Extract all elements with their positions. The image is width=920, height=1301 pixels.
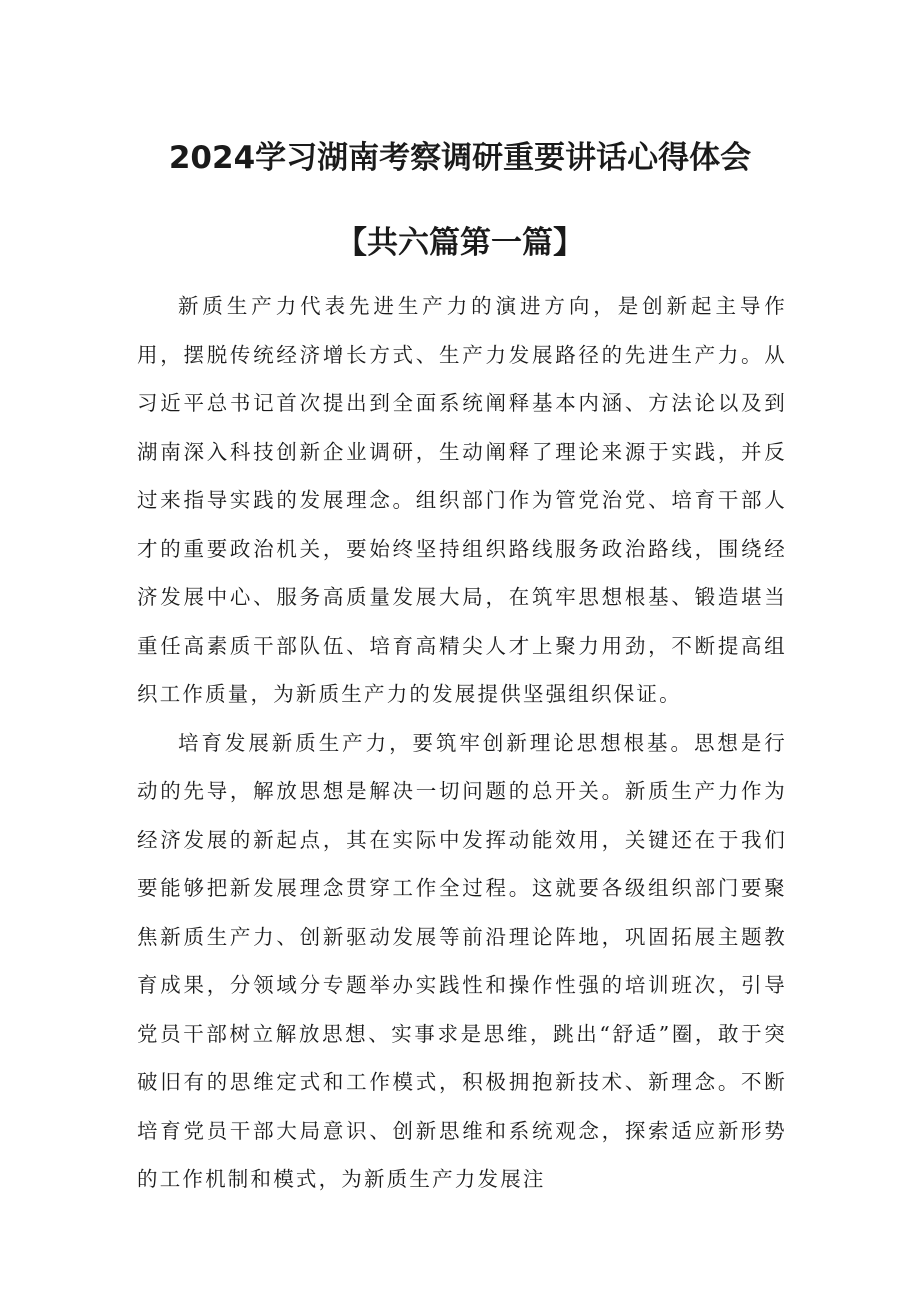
paragraph-2: 培育发展新质生产力，要筑牢创新理论思想根基。思想是行动的先导，解放思想是解决一切问题的总开关。新质生产力作为经济发展的新起点，其在实际中发挥动能效用，关键还在于我们要能够把新发展理念贯穿工作全过程。这就要各级组织部门要聚焦新质生产力、创新驱动发展等前沿理论阵地，巩固拓展主题教育成果，分领域分专题举办实践性和操作性强的培训班次，引导党员干部树立解放思想、实事求是思维，跳出“舒适”圈，敢于突破旧有的思维定式和工作模式，积极拥抱新技术、新理念。不断培育党员干部大局意识、创新思维和系统观念，探索适应新形势的工作机制和模式，为新质生产力发展注 bbox=[137, 730, 787, 1191]
document-title: 2024学习湖南考察调研重要讲话心得体会 bbox=[168, 140, 752, 176]
paragraph-1: 新质生产力代表先进生产力的演进方向，是创新起主导作用，摆脱传统经济增长方式、生产力发展路径的先进生产力。从习近平总书记首次提出到全面系统阐释基本内涵、方法论以及到湖南深入科技创新企业调研，生动阐释了理论来源于实践，并反过来指导实践的发展理念。组织部门作为管党治党、培育干部人才的重要政治机关，要始终坚持组织路线服务政治路线，围绕经济发展中心、服务高质量发展大局，在筑牢思想根基、锻造堪当重任高素质干部队伍、培育高精尖人才上聚力用劲，不断提高组织工作质量，为新质生产力的发展提供坚强组织保证。 bbox=[137, 294, 787, 706]
document-subtitle: 【共六篇第一篇】 bbox=[336, 225, 584, 261]
document-body bbox=[137, 282, 787, 1204]
